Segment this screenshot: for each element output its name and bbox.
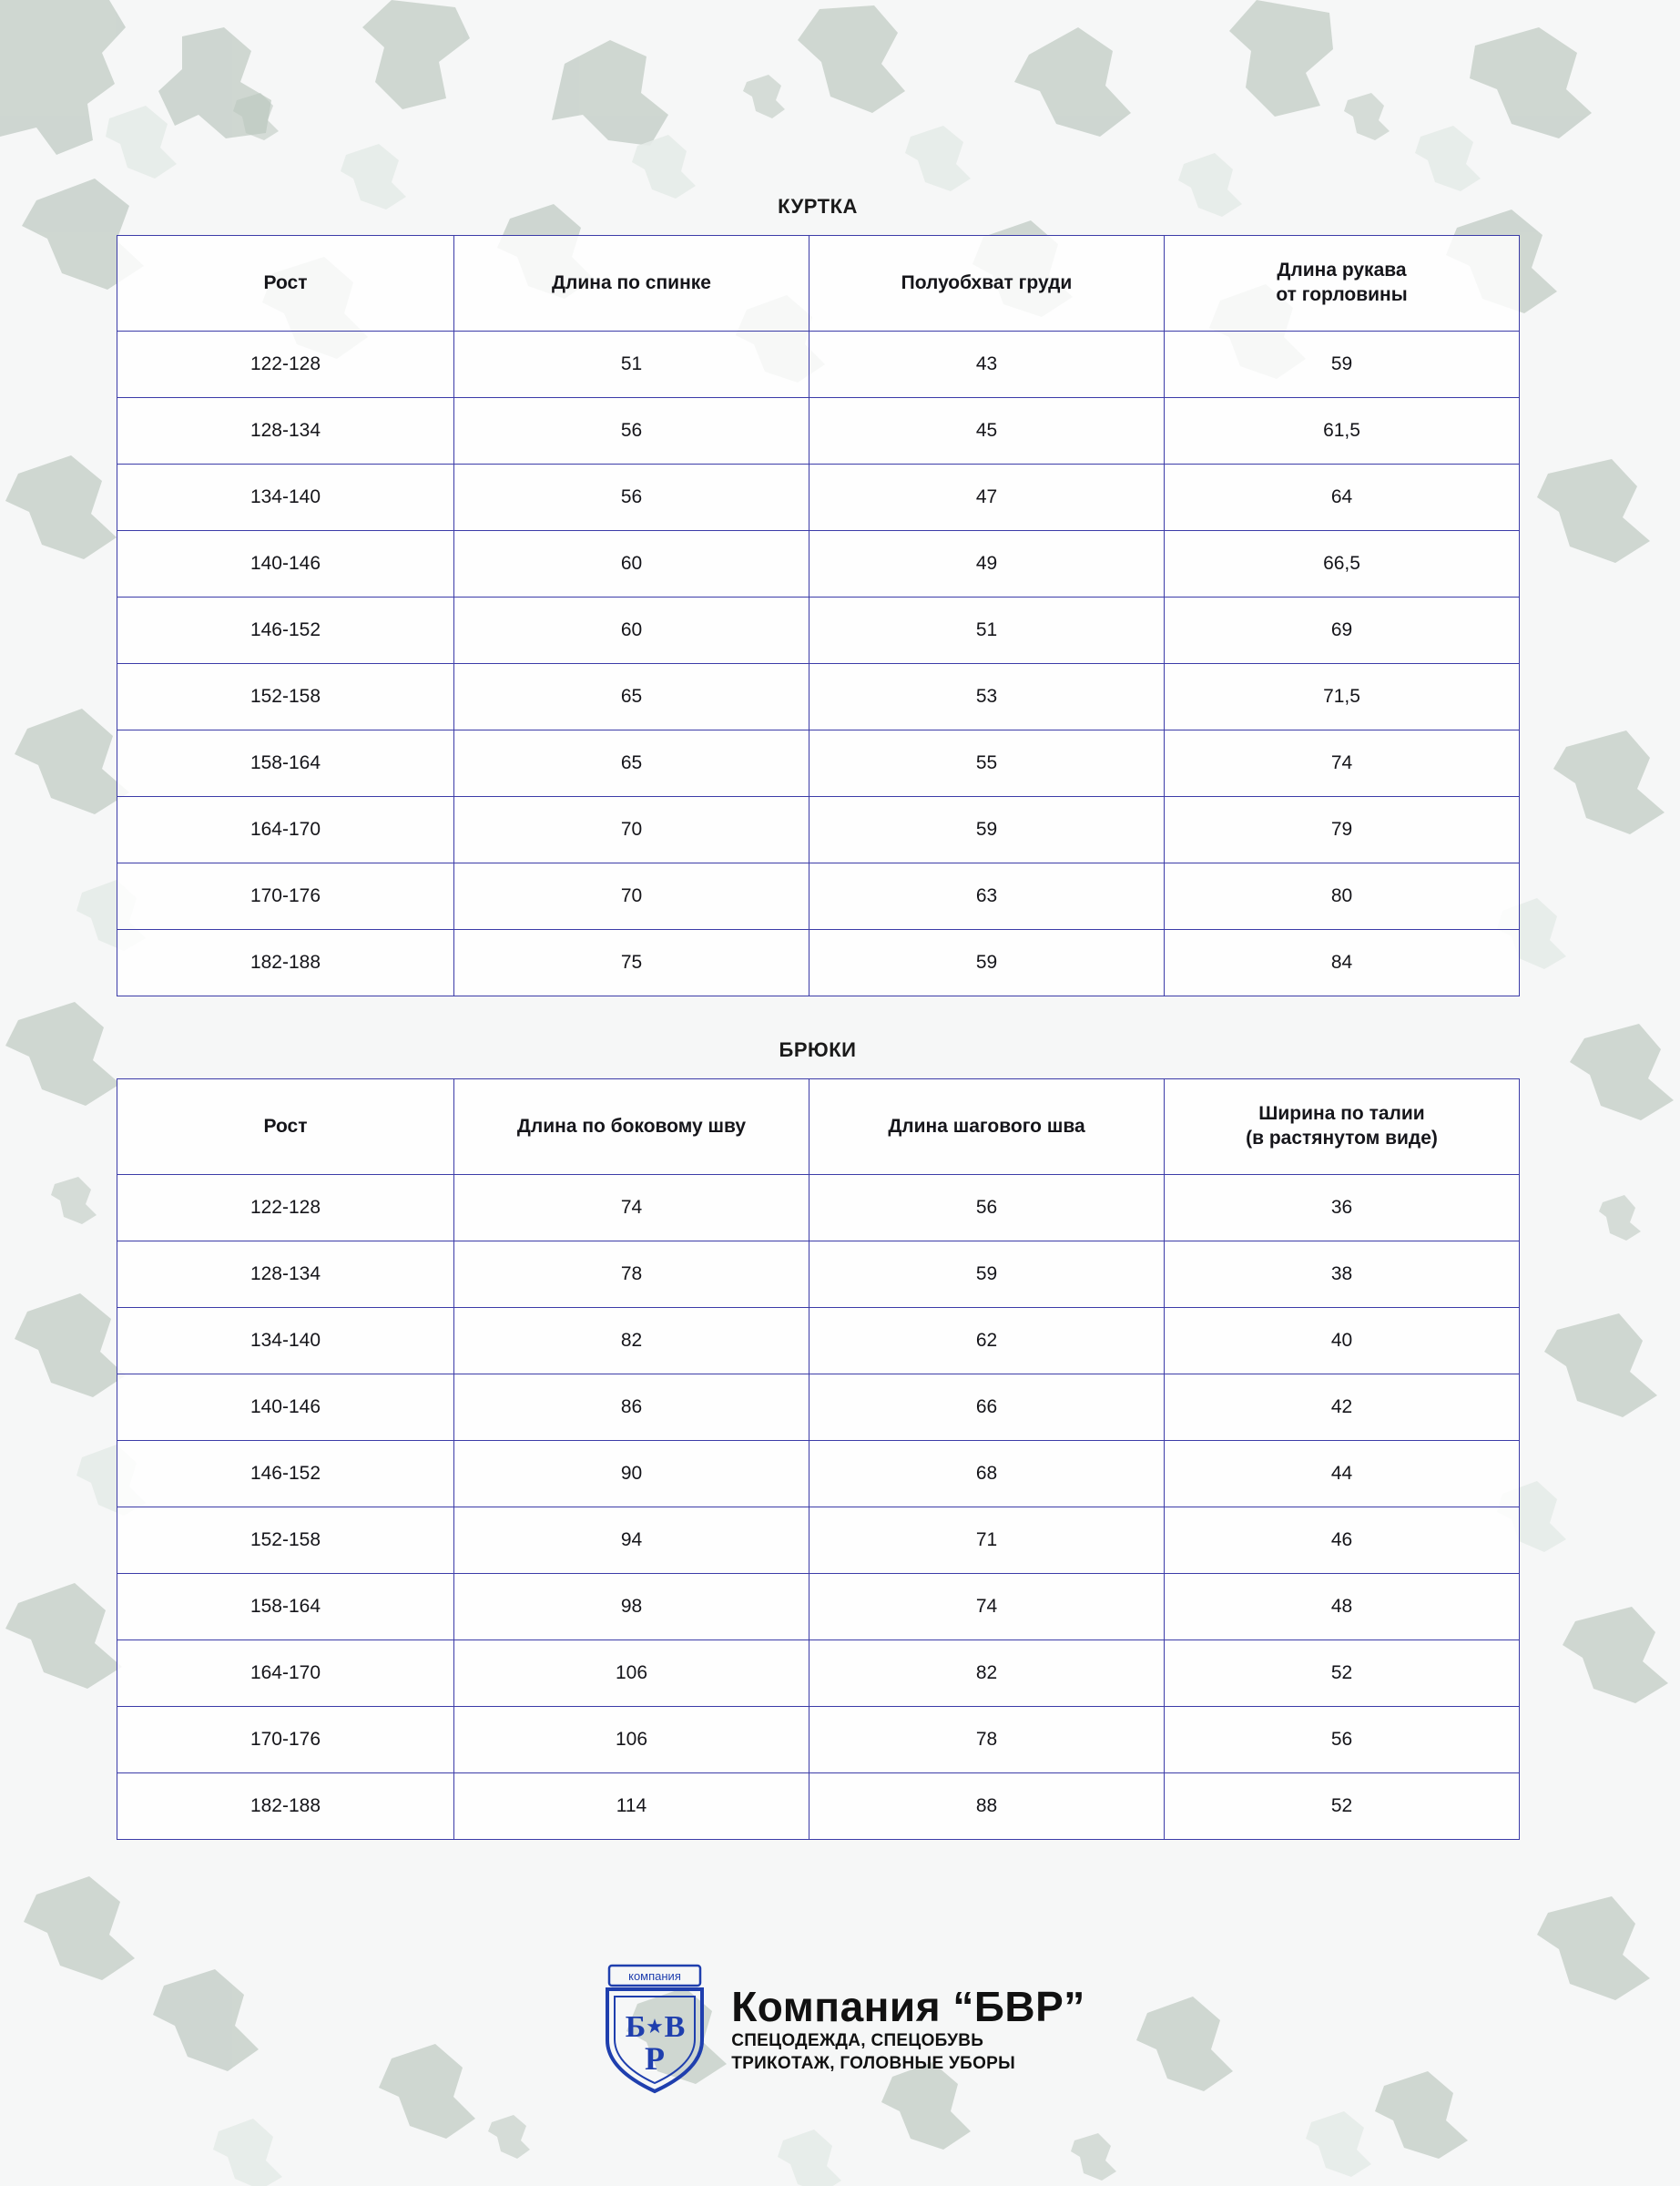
cell-side-seam: 98 [454,1574,809,1640]
cell-side-seam: 114 [454,1773,809,1840]
cell-back-length: 70 [454,863,809,930]
cell-inseam: 68 [809,1441,1165,1507]
column-header-inseam: Длина шагового шва [809,1079,1165,1175]
jacket-table-block [117,195,1519,996]
cell-chest-half: 59 [809,930,1165,996]
brand-subtitle-line1: СПЕЦОДЕЖДА, СПЕЦОБУВЬ [731,2030,984,2050]
cell-sleeve-length: 74 [1165,730,1520,797]
cell-side-seam: 74 [454,1175,809,1241]
cell-side-seam: 82 [454,1308,809,1374]
column-header-waist-width [1165,1079,1520,1175]
column-header-waist-width-line1: Ширина по талии [1258,1103,1425,1125]
cell-height: 146-152 [117,1441,454,1507]
table-row [117,465,1520,531]
column-header-sleeve-length [1165,236,1520,332]
table-row [117,598,1520,664]
svg-text:Р: Р [645,2040,666,2077]
table-row [117,398,1520,465]
table-row [117,730,1520,797]
cell-height: 182-188 [117,930,454,996]
cell-sleeve-length: 59 [1165,332,1520,398]
table-row [117,531,1520,598]
table-row [117,1640,1520,1707]
column-header-chest-half: Полуобхват груди [809,236,1165,332]
column-header-back-length: Длина по спинке [454,236,809,332]
svg-text:Б: Б [625,2010,647,2044]
trousers-table-title: БРЮКИ [779,1038,857,1061]
svg-text:В: В [664,2010,686,2044]
cell-sleeve-length: 61,5 [1165,398,1520,465]
cell-inseam: 62 [809,1308,1165,1374]
column-header-sleeve-length-line2: от горловины [1276,284,1408,305]
svg-text:★: ★ [646,2015,665,2038]
cell-height: 164-170 [117,1640,454,1707]
table-row [117,1241,1520,1308]
cell-height: 152-158 [117,1507,454,1574]
cell-back-length: 51 [454,332,809,398]
cell-sleeve-length: 84 [1165,930,1520,996]
cell-waist-width: 36 [1165,1175,1520,1241]
cell-height: 146-152 [117,598,454,664]
brand-text-block [731,1985,1085,2076]
cell-chest-half: 43 [809,332,1165,398]
cell-back-length: 60 [454,531,809,598]
brand-name: Компания “БВР” [731,1983,1085,2031]
column-header-waist-width-line2: (в растянутом виде) [1246,1128,1438,1149]
table-row [117,1773,1520,1840]
cell-height: 122-128 [117,1175,454,1241]
cell-chest-half: 45 [809,398,1165,465]
table-row [117,1707,1520,1773]
cell-height: 140-146 [117,1374,454,1441]
cell-back-length: 56 [454,398,809,465]
cell-inseam: 59 [809,1241,1165,1308]
cell-inseam: 66 [809,1374,1165,1441]
cell-chest-half: 51 [809,598,1165,664]
cell-inseam: 74 [809,1574,1165,1640]
table-row [117,1507,1520,1574]
cell-sleeve-length: 79 [1165,797,1520,863]
table-row [117,863,1520,930]
cell-sleeve-length: 64 [1165,465,1520,531]
cell-waist-width: 52 [1165,1640,1520,1707]
cell-height: 134-140 [117,465,454,531]
cell-waist-width: 38 [1165,1241,1520,1308]
cell-back-length: 60 [454,598,809,664]
cell-inseam: 78 [809,1707,1165,1773]
jacket-size-table [117,235,1520,996]
cell-height: 158-164 [117,1574,454,1640]
cell-inseam: 82 [809,1640,1165,1707]
footer-brand [0,1962,1680,2099]
cell-waist-width: 48 [1165,1574,1520,1640]
table-row [117,1308,1520,1374]
table-row [117,1175,1520,1241]
cell-chest-half: 49 [809,531,1165,598]
cell-waist-width: 44 [1165,1441,1520,1507]
cell-height: 170-176 [117,1707,454,1773]
cell-waist-width: 56 [1165,1707,1520,1773]
column-header-side-seam: Длина по боковому шву [454,1079,809,1175]
cell-back-length: 65 [454,664,809,730]
cell-side-seam: 106 [454,1640,809,1707]
cell-inseam: 88 [809,1773,1165,1840]
cell-back-length: 70 [454,797,809,863]
cell-sleeve-length: 71,5 [1165,664,1520,730]
cell-waist-width: 52 [1165,1773,1520,1840]
cell-inseam: 71 [809,1507,1165,1574]
cell-chest-half: 59 [809,797,1165,863]
cell-height: 122-128 [117,332,454,398]
cell-chest-half: 47 [809,465,1165,531]
cell-height: 164-170 [117,797,454,863]
table-header-row [117,236,1520,332]
cell-height: 134-140 [117,1308,454,1374]
cell-side-seam: 90 [454,1441,809,1507]
cell-chest-half: 53 [809,664,1165,730]
table-row [117,1441,1520,1507]
table-row [117,332,1520,398]
cell-sleeve-length: 66,5 [1165,531,1520,598]
cell-height: 170-176 [117,863,454,930]
cell-height: 152-158 [117,664,454,730]
cell-chest-half: 55 [809,730,1165,797]
brand-subtitle-line2: ТРИКОТАЖ, ГОЛОВНЫЕ УБОРЫ [731,2054,1016,2074]
bvr-shield-logo-icon [595,1962,715,2099]
table-row [117,1574,1520,1640]
cell-back-length: 56 [454,465,809,531]
trousers-table-block [117,1038,1519,1840]
cell-back-length: 65 [454,730,809,797]
cell-waist-width: 42 [1165,1374,1520,1441]
jacket-table-title: КУРТКА [778,195,858,218]
cell-side-seam: 86 [454,1374,809,1441]
cell-side-seam: 106 [454,1707,809,1773]
cell-side-seam: 78 [454,1241,809,1308]
cell-chest-half: 63 [809,863,1165,930]
cell-waist-width: 46 [1165,1507,1520,1574]
cell-sleeve-length: 80 [1165,863,1520,930]
cell-height: 158-164 [117,730,454,797]
trousers-size-table [117,1078,1520,1840]
svg-text:компания: компания [628,1969,682,1983]
table-row [117,1374,1520,1441]
table-row [117,797,1520,863]
cell-height: 128-134 [117,1241,454,1308]
cell-side-seam: 94 [454,1507,809,1574]
cell-height: 128-134 [117,398,454,465]
cell-inseam: 56 [809,1175,1165,1241]
table-row [117,664,1520,730]
table-header-row [117,1079,1520,1175]
column-header-height: Рост [117,236,454,332]
column-header-height: Рост [117,1079,454,1175]
cell-back-length: 75 [454,930,809,996]
table-row [117,930,1520,996]
column-header-sleeve-length-line1: Длина рукава [1277,260,1407,281]
cell-waist-width: 40 [1165,1308,1520,1374]
cell-height: 182-188 [117,1773,454,1840]
cell-height: 140-146 [117,531,454,598]
cell-sleeve-length: 69 [1165,598,1520,664]
